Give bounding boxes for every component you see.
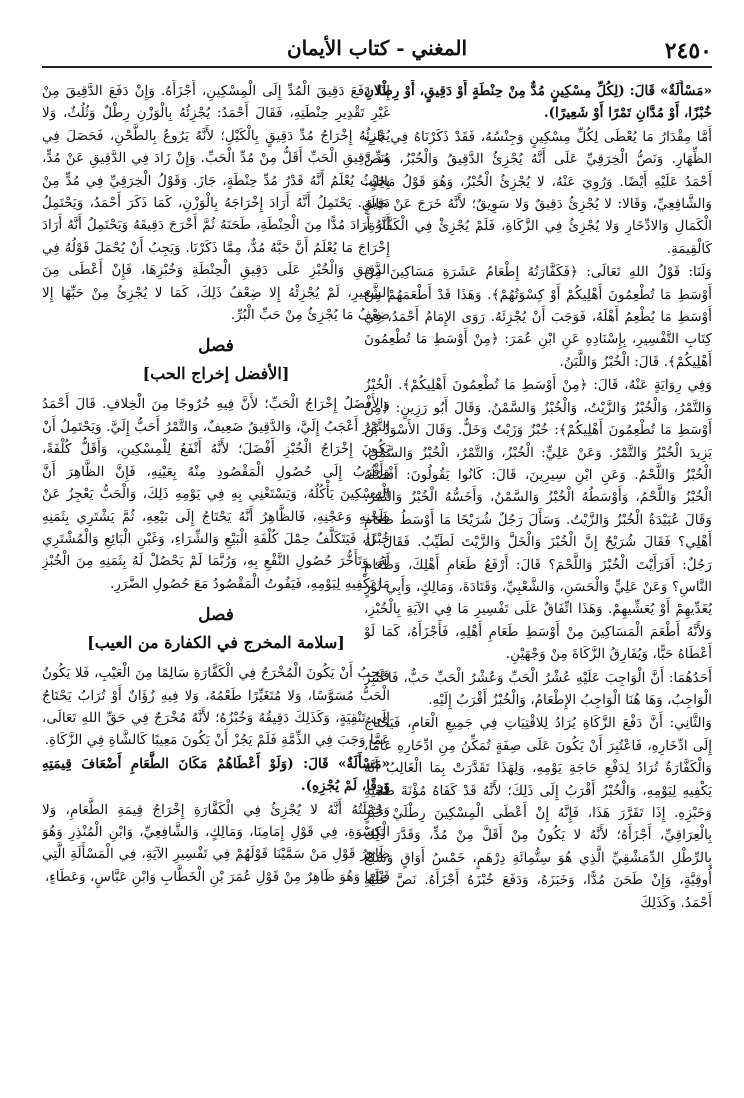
body-paragraph: وَالثَّانِي: أَنَّ دَفْعَ الزَّكَاةِ يُرَادُ لِلاقْتِيَاتِ فِي جَمِيعِ الْعَامِ، فَيَحْتَاجُ إِلَى ادِّخَارِهِ، فَاعْتُبِرَ أَنْ يَكُونَ عَلَى صِفَةٍ تُمَكِّنُ مِنِ ادِّخَارِهِ عَامًا، وَالْكَفَّارَةُ تُرَادُ لِدَفْعِ حَاجَةِ يَوْمِهِ، وَلِهَذَا تَقَدَّرَتْ بِمَا الْغَالِبُ أَنَّهُ يَكْفِيهِ لِيَوْمِهِ، وَالْخُبْزُ أَقْرَبُ إِلَى ذَلِكَ؛ لأَنَّهُ قَدْ كَفَاهُ مُؤْنَةَ طَحْنِهِ وَخَبْزِهِ. إِذَا تَقَرَّرَ هَذَا، فَإِنَّهُ إِنْ أَعْطَى الْمِسْكِينَ رِطْلَيْ خُبْزٍ بِالْعِرَاقِيِّ، أَجْزَأَهُ؛ لأَنَّهُ لا يَكُونُ مِنْ أَقَلَّ مِنْ مُدٍّ، وَقَدَّرَ ذَلِكَ بِالرِّطْلِ الدِّمَشْقِيِّ الَّذِي هُوَ سِتُّمِائَةِ دِرْهَمٍ، خَمْسُ أَوَاقٍ وَسُبُعُ أُوقِيَّةٍ، وَإِنْ طَحَنَ مُدًّا، وَخَبَزَهُ، وَدَفَعَ خُبْزَهُ أَجْزَأَهُ. نَصَّ عَلَيْهِ أَحْمَدُ. وَكَذَلِكَ [364, 715, 712, 911]
body-paragraph: وَفِي رِوَايَةٍ عَنْهُ، قَالَ: ﴿مِنْ أَوْسَطِ مَا تُطْعِمُونَ أَهْلِيكُمْ﴾. الْخُبْزُ وَالتَّمْرُ، وَالْخُبْزُ وَالزَّيْتُ، وَالْخُبْزُ وَالسَّمْنُ. وَقَالَ أَبُو رَزِينٍ: ﴿مِنْ أَوْسَطِ مَا تُطْعِمُونَ أَهْلِيكُمْ﴾: خُبْزٌ وَزَيْتٌ وَخَلٌّ. وَقَالَ الأَسْوَدُ بْنُ يَزِيدَ الْخُبْزُ وَالتَّمْرُ. وَعَنْ عَلِيٍّ: الْخُبْزُ، وَالتَّمْرُ، الْخُبْزُ وَالسَّمْنُ، الْخُبْزُ وَاللَّحْمُ. وَعَنِ ابْنِ سِيرِينَ، قَالَ: كَانُوا يَقُولُونَ: أَفْضَلُهُ الْخُبْزُ وَاللَّحْمُ، وَأَوْسَطُهُ الْخُبْزُ وَالسَّمْنُ، وَأَخَسُّهُ الْخُبْزُ وَالتَّمْرُ. وَقَالَ عُبَيْدَةُ الْخُبْزُ وَالزَّيْتُ. وَسَأَلَ رَجُلٌ شُرَيْحًا مَا أَوْسَطُ طَعَامِ أَهْلِي؟ فَقَالَ شُرَيْحٌ إِنَّ الْخُبْزَ وَالْخَلَّ وَالزَّيْتَ لَطَيِّبٌ. فَقَالَ لَهُ رَجُلٌ: أَفَرَأَيْتَ الْخُبْزَ وَاللَّحْمَ؟ قَالَ: أَرْفَعُ طَعَامِ أَهْلِكَ، وَطَعَامِ النَّاسِ؟ وَعَنْ عَلِيٍّ وَالْحَسَنِ، وَالشَّعْبِيِّ، وَقَتَادَةَ، وَمَالِكٍ، وَأَبِي ثَوْرٍ يُغَدِّيهِمْ أَوْ يُعَشِّيهِمْ. وَهَذَا اتِّفَاقٌ عَلَى تَفْسِيرِ مَا فِي الآيَةِ بِالْخُبْزِ، وَلأَنَّهُ أَطْعَمَ الْمَسَاكِينَ مِنْ أَوْسَطِ طَعَامِ أَهْلِهِ، فَأَجْزَأَهُ، كَمَا لَوْ أَعْطَاهُ حَبًّا، وَيُفَارِقُ الزَّكَاةَ مِنْ وَجْهَيْنِ. [364, 377, 712, 663]
body-paragraph: وَجُمْلَتُهُ أَنَّهُ لا يُجْزِئُ فِي الْكَفَّارَةِ إِخْرَاجُ قِيمَةِ الطَّعَامِ، وَلا الْكِسْوَةِ، فِي قَوْلِ إِمَامِنَا، وَمَالِكٍ، وَالشَّافِعِيِّ، وَابْنِ الْمُنْذِرِ وَهُوَ ظَاهِرُ قَوْلِ مَنْ سَمَّيْنَا قَوْلَهُمْ فِي تَفْسِيرِ الآيَةِ، فِي الْمَسْأَلَةِ الَّتِي قَبْلَهَا وَهُوَ ظَاهِرٌ مِنْ قَوْلِ عُمَرَ بْنِ الْخَطَّابِ وَابْنِ عَبَّاسٍ، وَعَطَاءٍ، [42, 801, 390, 885]
text-columns [42, 80, 712, 1084]
section-heading: فصل [198, 605, 234, 626]
section-subheading: [سلامة المخرج في الكفارة من العيب] [87, 633, 345, 653]
right-column [364, 80, 712, 1084]
body-paragraph: وَالأَفْضَلُ إِخْرَاجُ الْحَبِّ؛ لأَنَّ فِيهِ خُرُوجًا مِنَ الْخِلافِ. قَالَ أَحْمَدُ التَّمْرُ أَعْجَبُ إِلَيَّ، وَالدَّقِيقُ ضَعِيفٌ، وَالتَّمْرُ أَحَبُّ إِلَيَّ. وَيَحْتَمِلُ أَنْ يَكُونَ إِخْرَاجُ الْخُبْزِ أَفْضَلَ؛ لأَنَّهُ أَنْفَعُ لِلْمِسْكِينِ، وَأَقَلُّ كُلْفَةً، وَأَقْرَبُ إِلَى حُصُولِ الْمَقْصُودِ مِنْهُ بِعَيْنِهِ، فَإِنَّ الظَّاهِرَ أَنَّ الْمِسْكِينَ يَأْكُلُهُ، وَيَسْتَغْنِي بِهِ فِي يَوْمِهِ ذَلِكَ، وَالْحَبُّ يَعْجِزُ عَنْ طَحْنِهِ وَعَجْنِهِ، فَالظَّاهِرُ أَنَّهُ يَحْتَاجُ إِلَى بَيْعِهِ، ثُمَّ يَشْتَرِي بِثَمَنِهِ خُبْزًا، فَيَتَكَلَّفُ حِمْلَ كُلْفَةِ الْبَيْعِ وَالشِّرَاءِ، وَغَبْنِ الْبَائِعِ وَالْمُشْتَرِي لَهُ، وَتَأَخُّرَ حُصُولِ النَّفْعِ بِهِ، وَرُبَّمَا لَمْ يَحْصُلْ لَهُ بِثَمَنِهِ مِنَ الْخُبْزِ مَا يَكْفِيهِ لِيَوْمِهِ، فَيَفُوتُ الْمَقْصُودُ مَعَ حُصُولِ الضَّرَرِ. [42, 396, 390, 592]
page-header [42, 36, 712, 68]
body-paragraph: وَيَجِبُ أَنْ يَكُونَ الْمُخْرَجُ فِي الْكَفَّارَةِ سَالِمًا مِنَ الْعَيْبِ، فَلا يَكُونُ الْحَبُّ مُسَوَّسًا، وَلا مُتَغَيِّرًا طَعْمُهُ، وَلا فِيهِ زُؤَانٌ أَوْ تُرَابٌ يَحْتَاجُ إِلَى تَنْقِيَةٍ، وَكَذَلِكَ دَقِيقُهُ وَخُبْزُهُ؛ لأَنَّهُ مُخْرَجٌ فِي حَقِّ اللهِ تَعَالَى، عَمَّا وَجَبَ فِي الذِّمَّةِ فَلَمْ يَجُزْ أَنْ يَكُونَ مَعِيبًا كَالشَّاةِ فِي الزَّكَاةِ. [42, 665, 390, 749]
section-subheading: [الأفضل إخراج الحب] [142, 364, 290, 384]
body-paragraph: وَلَنَا: قَوْلُ اللهِ تَعَالَى: ﴿فَكَفَّارَتُهُ إِطْعَامُ عَشَرَةِ مَسَاكِينَ مِنْ أَوْسَطِ مَا تُطْعِمُونَ أَهْلِيكُمْ أَوْ كِسْوَتُهُمْ﴾. وَهَذَا قَدْ أَطْعَمَهُمْ مِنْ أَوْسَطِ مَا يُطْعِمُ أَهْلَهُ، فَوَجَبَ أَنْ يُجْزِئَهُ. رَوَى الإِمَامُ أَحْمَدُ، فِي كِتَابِ التَّفْسِيرِ، بِإِسْنَادِهِ عَنِ ابْنِ عُمَرَ: ﴿مِنْ أَوْسَطِ مَا تُطْعِمُونَ أَهْلِيكُمْ﴾. قَالَ: الْخُبْزُ وَاللَّبَنُ. [364, 264, 712, 370]
left-column [42, 80, 390, 1084]
page-number: ٢٤٥٠ [664, 38, 712, 64]
masala-paragraph: «مَسْأَلَةٌ» قَالَ: (لِكُلِّ مِسْكِينٍ مُدٌّ مِنْ حِنْطَةٍ أَوْ دَقِيقٍ، أَوْ رِطْلانِ خُبْزًا، أَوْ مُدَّانِ تَمْرًا أَوْ شَعِيرًا). [364, 83, 712, 122]
running-title: المغني - كتاب الأيمان [286, 36, 468, 60]
section-heading: فصل [198, 336, 234, 357]
body-paragraph: أَمَّا مِقْدَارُ مَا يُعْطَى لِكُلِّ مِسْكِينٍ وَجِنْسُهُ، فَقَدْ ذَكَرْنَاهُ فِي بَابِ الظِّهَارِ. وَنَصُّ الْخِرَقِيِّ عَلَى أَنَّهُ يُجْزِئُ الدَّقِيقُ وَالْخُبْزُ، وَنَصَّ أَحْمَدُ عَلَيْهِ أَيْضًا. وَرُوِيَ عَنْهُ، لا يُجْزِئُ الْخُبْزُ، وَهُوَ قَوْلُ مَالِكٍ، وَالشَّافِعِيِّ، وَقَالا: لا يُجْزِئُ دَقِيقٌ وَلا سَوِيقٌ؛ لأَنَّهُ خَرَجَ عَنْ حَالَةِ الْكَمَالِ وَالادِّخَارِ وَلا يُجْزِئُ فِي الزَّكَاةِ، فَلَمْ يُجْزِئْ فِي الْكَفَّارَةِ، كَالْقِيمَةِ. [364, 128, 712, 257]
body-paragraph: أَحَدُهُمَا: أَنَّ الْوَاجِبَ عَلَيْهِ عُشْرُ الْحَبِّ وَعُشْرُ الْحَبِّ حَبٌّ، فَاعْتُبِرَ الْوَاجِبُ، وَهَا هُنَا الْوَاجِبُ الإِطْعَامُ، وَالْخُبْزُ أَقْرَبُ إِلَيْهِ. [364, 669, 712, 708]
masala-paragraph: «مَسْأَلَةٌ» قَالَ: (وَلَوْ أَعْطَاهُمْ مَكَانَ الطَّعَامِ أَضْعَافَ قِيمَتِهِ وَرِقًا، لَمْ يُجْزِهِ). [42, 755, 390, 795]
body-paragraph: إِذَا دَفَعَ دَقِيقَ الْمُدِّ إِلَى الْمِسْكِينِ، أَجْزَأَهُ. وَإِنْ دَفَعَ الدَّقِيقَ مِنْ غَيْرِ تَقْدِيرِ حِنْطَتِهِ، فَقَالَ أَحْمَدُ: يُجْزِئُهُ بِالْوَزْنِ رِطْلٌ وَثُلُثٌ، وَلا يُجْزِئُهُ إِخْرَاجُ مُدِّ دَقِيقٍ بِالْكَيْلِ؛ لأَنَّهُ يَرُوعُ بِالطَّحْنِ، فَحَصَلَ فِي مُدِّ دَقِيقِ الْحَبِّ أَقَلُّ مِنْ مُدِّ الْحَبِّ. وَإِنْ زَادَ فِي الدَّقِيقِ عَنْ مُدٍّ، بِحَيْثُ يُعْلَمُ أَنَّهُ قَدْرُ مُدِّ حِنْطَةٍ، جَازَ. وَقَوْلُ الْخِرَقِيِّ فِي مُدٍّ مِنْ دَقِيقٍ. يَحْتَمِلُ أَنَّهُ أَرَادَ إِخْرَاجَهُ بِالْوَزْنِ، كَمَا ذَكَرَ أَحْمَدُ، وَيَحْتَمِلُ أَنَّهُ أَرَادَ مُدًّا مِنَ الْحِنْطَةِ، طَحَنَهُ ثُمَّ أَخْرَجَ دَقِيقَهُ وَيَحْتَمِلُ أَنَّهُ أَرَادَ إِخْرَاجَ مَا يُعْلَمُ أَنَّ حَبَّهُ مُدٌّ، مِمَّا ذَكَرْنَا. وَيَجِبُ أَنْ يُحْمَلَ قَوْلُهُ فِي الدَّقِيقِ وَالْخُبْزِ عَلَى دَقِيقِ الْحِنْطَةِ وَخُبْزِهَا، فَإِنْ أَعْطَى مِنَ الشَّعِيرِ، لَمْ يُجْزِئْهُ إِلا ضِعْفُ ذَلِكَ، كَمَا لا يُجْزِئُ مِنْ حَبِّهَا إِلا ضِعْفُ مَا يُجْزِئُ مِنْ حَبِّ الْبُرِّ. [42, 83, 390, 324]
